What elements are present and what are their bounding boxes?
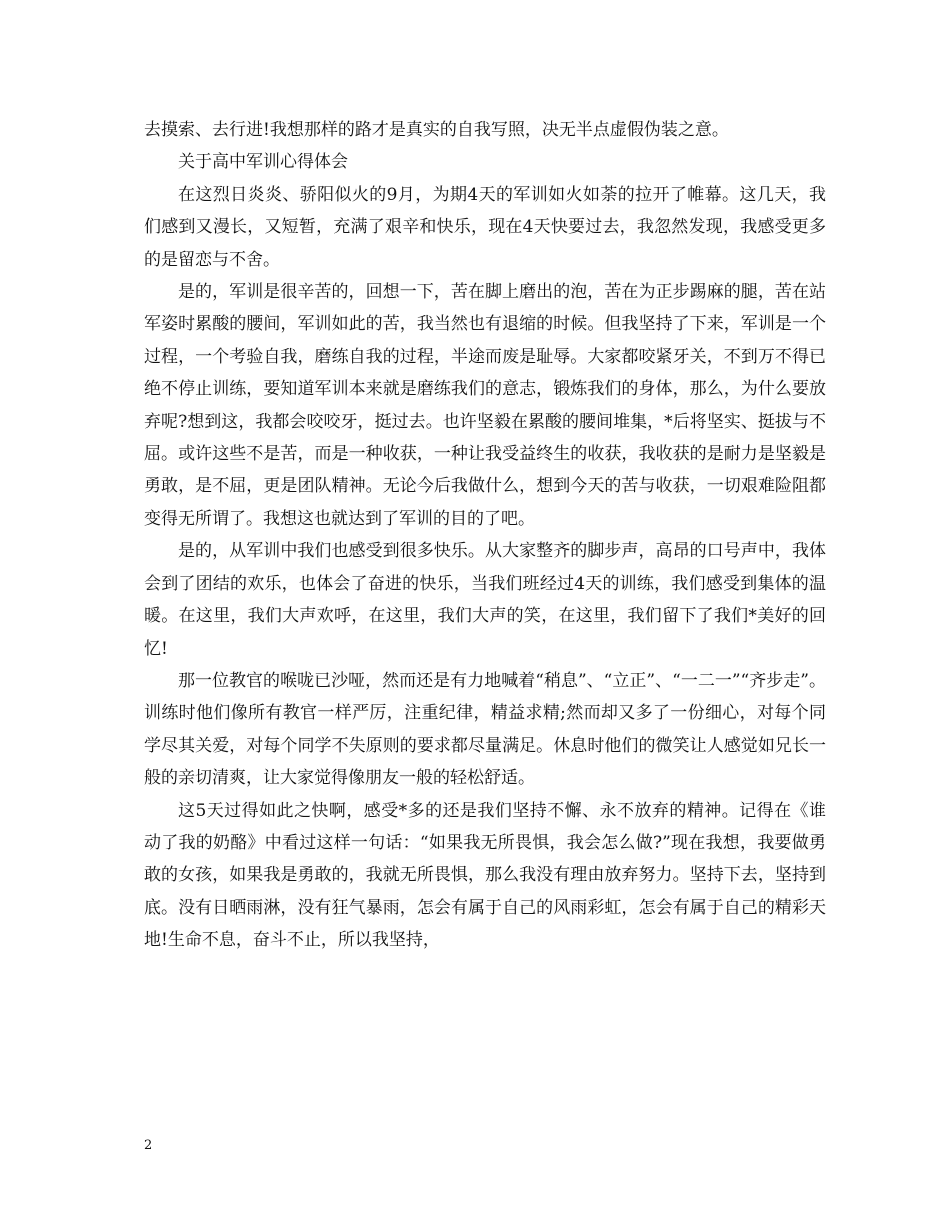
paragraph: 在这烈日炎炎、骄阳似火的9月，为期4天的军训如火如荼的拉开了帷幕。这几天，我们感到又漫长，又短暂，充满了艰辛和快乐，现在4天快要过去，我忽然发现，我感受更多的是留恋与不舍。	[144, 184, 826, 270]
paragraph: 是的，从军训中我们也感受到很多快乐。从大家整齐的脚步声，高昂的口号声中，我体会到了团结的欢乐，也体会了奋进的快乐，当我们班经过4天的训练，我们感受到集体的温暖。在这里，我们大声欢呼，在这里，我们大声的笑，在这里，我们留下了我们*美好的回忆!	[144, 541, 826, 659]
page-number: 2	[144, 1138, 153, 1153]
paragraph: 是的，军训是很辛苦的，回想一下，苦在脚上磨出的泡，苦在为正步踢麻的腿，苦在站军姿时累酸的腰间，军训如此的苦，我当然也有退缩的时候。但我坚持了下来，军训是一个过程，一个考验自我，磨练自我的过程，半途而废是耻辱。大家都咬紧牙关，不到万不得已绝不停止训练，要知道军训本来就是磨练我们的意志，锻炼我们的身体，那么，为什么要放弃呢?想到这，我都会咬咬牙，挺过去。也许坚毅在累酸的腰间堆集，*后将坚实、挺拔与不屈。或许这些不是苦，而是一种收获，一种让我受益终生的收获，我收获的是耐力是坚毅是勇敢，是不屈，更是团队精神。无论今后我做什么，想到今天的苦与收获，一切艰难险阻都变得无所谓了。我想这也就达到了军训的目的了吧。	[144, 282, 826, 529]
section-heading: 关于高中军训心得体会	[178, 152, 348, 173]
paragraph-continuation: 去摸索、去行进!我想那样的路才是真实的自我写照，决无半点虚假伪装之意。	[144, 120, 729, 140]
paragraph: 那一位教官的喉咙已沙哑，然而还是有力地喊着“稍息”、“立正”、“一二一”“齐步走”。训练时他们像所有教官一样严厉，注重纪律，精益求精;然而却又多了一份细心，对每个同学尽其关爱，对每个同学不失原则的要求都尽量满足。休息时他们的微笑让人感觉如兄长一般的亲切清爽，让大家觉得像朋友一般的轻松舒适。	[144, 670, 826, 789]
document-body	[144, 114, 826, 957]
paragraph: 这5天过得如此之快啊，感受*多的还是我们坚持不懈、永不放弃的精神。记得在《谁动了我的奶酪》中看过这样一句话：“如果我无所畏惧，我会怎么做?”现在我想，我要做勇敢的女孩，如果我是勇敢的，我就无所畏惧，那么我没有理由放弃努力。坚持下去，坚持到底。没有日晒雨淋，没有狂气暴雨，怎会有属于自己的风雨彩虹，怎会有属于自己的精彩天地!生命不息，奋斗不止，所以我坚持，	[144, 800, 826, 951]
